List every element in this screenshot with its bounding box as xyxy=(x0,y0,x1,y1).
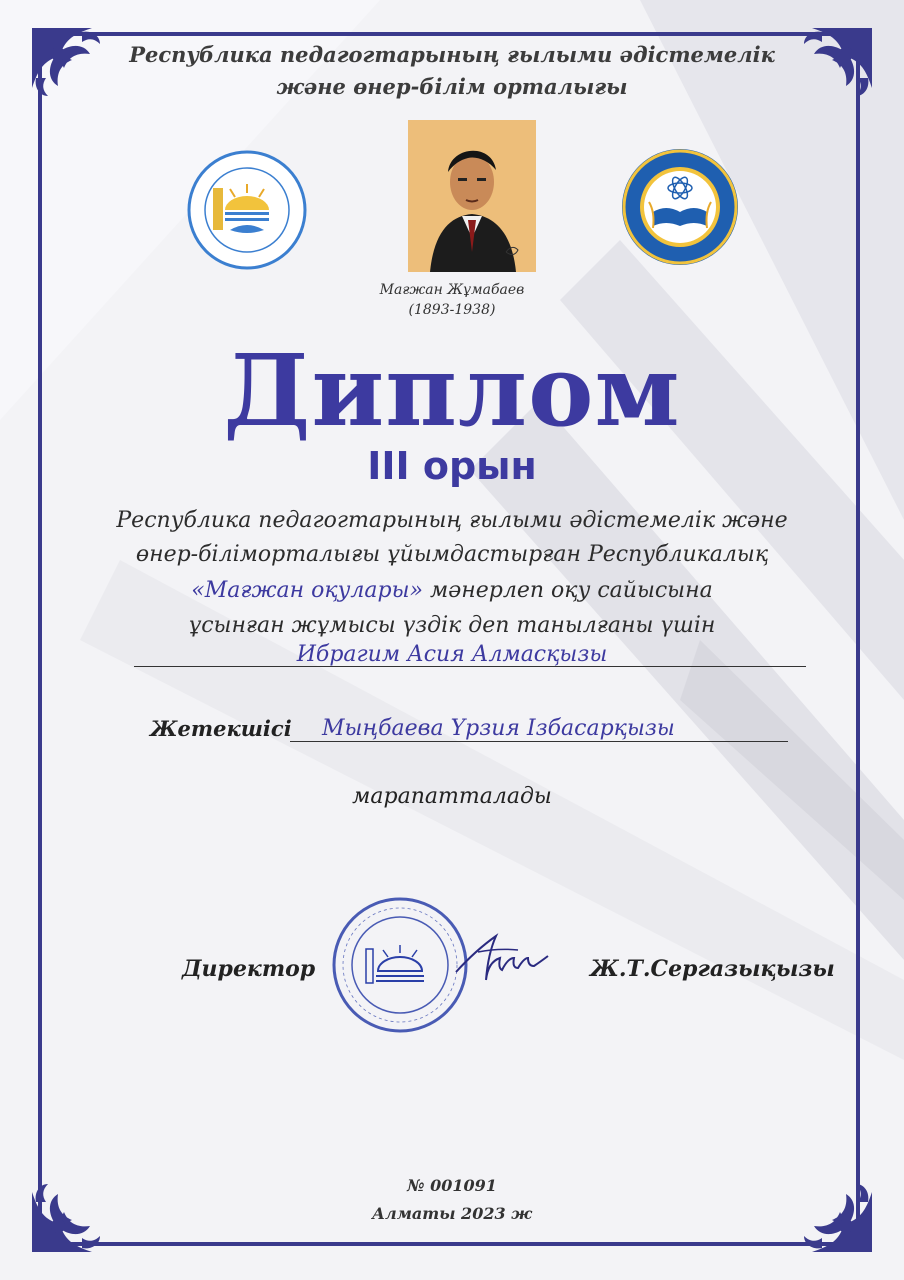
recipient-name: Ибрагим Асия Алмасқызы xyxy=(296,642,608,667)
portrait-caption-years: (1893-1938) xyxy=(408,302,496,318)
diploma-number: № 001091 xyxy=(407,1176,497,1195)
body-line-3-rest: мәнерлеп оқу сайысына xyxy=(423,578,713,603)
diploma-title: Диплом xyxy=(223,334,681,449)
awarded-text: марапатталады xyxy=(352,784,552,809)
portrait-caption-name: Мағжан Жұмабаев xyxy=(379,282,525,298)
portrait-image xyxy=(408,120,536,272)
organization-logo-icon xyxy=(185,148,310,273)
director-name: Ж.Т.Сергазықызы xyxy=(590,956,835,982)
place-label: III орын xyxy=(367,444,537,488)
director-title: Директор xyxy=(182,956,316,982)
ornament-icon xyxy=(22,18,132,128)
supervisor-name: Мыңбаева Үрзия Ізбасарқызы xyxy=(322,716,675,741)
body-line-4: ұсынған жұмысы үздік деп танылғаны үшін xyxy=(188,613,716,638)
body-line-2: өнер-біліморталығы ұйымдастырған Республикалық xyxy=(135,542,769,567)
city-year: Алматы 2023 ж xyxy=(371,1204,533,1223)
supervisor-underline xyxy=(290,741,788,742)
body-line-1: Республика педагогтарының ғылыми әдістемелік және xyxy=(116,508,788,533)
body-line-3 xyxy=(0,578,904,603)
event-name: «Мағжан оқулары» xyxy=(191,578,423,603)
supervisor-label: Жетекшісі xyxy=(150,716,292,741)
organization-name-line1: Республика педагогтарының ғылыми әдістемелік xyxy=(129,42,775,67)
organization-name-line2: және өнер-білім орталығы xyxy=(276,74,628,99)
ministry-logo-icon xyxy=(619,146,741,268)
signature-icon xyxy=(448,922,560,1002)
ornament-icon xyxy=(772,18,882,128)
